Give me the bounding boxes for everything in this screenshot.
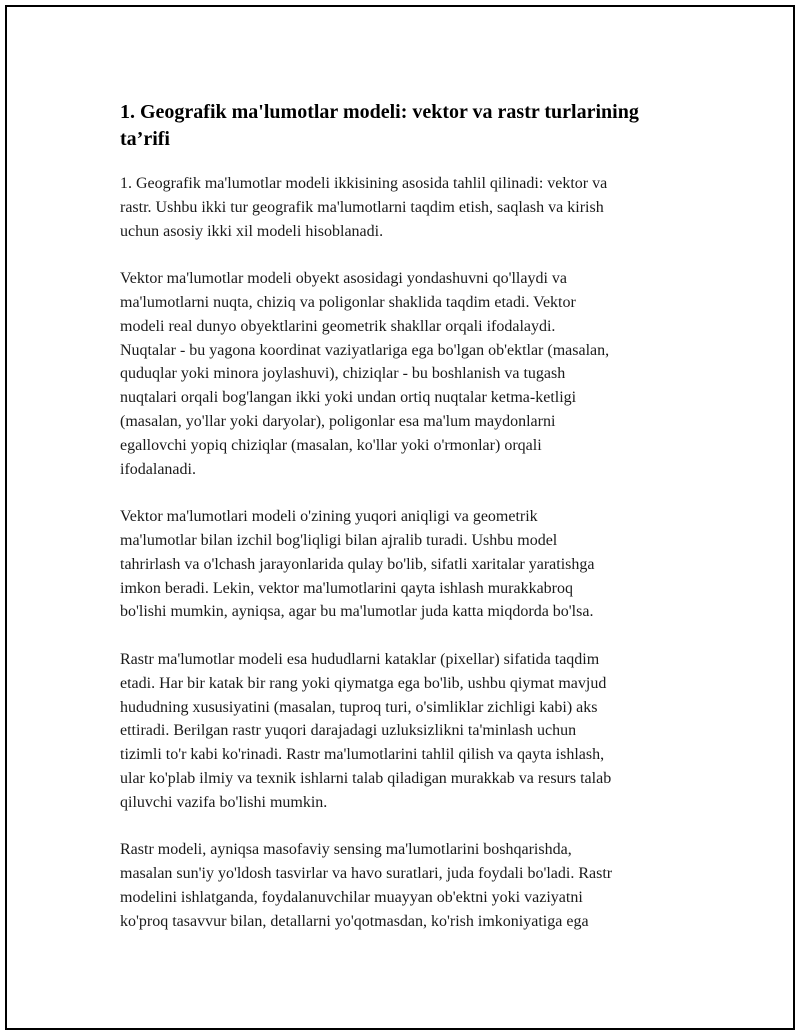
paragraph-raster-model: Rastr ma'lumotlar modeli esa hududlarni kataklar (pixellar) sifatida taqdim etadi. Har bir katak bir rang yoki qiymatga ega bo'lib, ushbu qiymat mavjud hududning xususiyatini (masalan, tuproq turi, o'simliklar zichligi kabi) aks ettiradi. Berilgan rastr yuqori darajadagi uzluksizlikni ta'minlash uchun tizimli to'r kabi ko'rinadi. Rastr ma'lumotlarini tahlil qilish va qayta ishlash, ular ko'plab ilmiy va texnik ishlarni talab qiladigan murakkab va resurs talab qiluvchi vazifa bo'lishi mumkin. [120, 650, 612, 811]
paragraph-raster-remote-sensing: Rastr modeli, ayniqsa masofaviy sensing ma'lumotlarini boshqarishda, masalan sun'iy yo'ldosh tasvirlar va havo suratlari, juda foydali bo'ladi. Rastr modelini ishlatganda, foydalanuvchilar muayyan ob'ektni yoki vaziyatni ko'proq tasavvur bilan, detallarni yo'qotmasdan, ko'rish imkoniyatiga ega [120, 841, 613, 930]
document-body [120, 99, 695, 957]
page-frame [5, 5, 795, 1030]
paragraph-intro: 1. Geografik ma'lumotlar modeli ikkisining asosida tahlil qilinadi: vektor va rastr. Ushbu ikki tur geografik ma'lumotlarni taqdim etish, saqlash va kirish uchun asosiy ikki xil modeli hisoblanadi. [120, 175, 608, 240]
paragraph-vector-model: Vektor ma'lumotlar modeli obyekt asosidagi yondashuvni qo'llaydi va ma'lumotlarni nuqta, chiziq va poligonlar shaklida taqdim etadi. Vektor modeli real dunyo obyektlarini geometrik shakllar orqali ifodalaydi. Nuqtalar - bu yagona koordinat vaziyatlariga ega bo'lgan ob'ektlar (masalan, quduqlar yoki minora joylashuvi), chiziqlar - bu boshlanish va tugash nuqtalari orqali bog'langan ikki yoki undan ortiq nuqtalar ketma-ketligi (masalan, yo'llar yoki daryolar), poligonlar esa ma'lum maydonlarni egallovchi yopiq chiziqlar (masalan, ko'llar yoki o'rmonlar) orqali ifodalanadi. [120, 270, 610, 478]
document-heading: 1. Geografik ma'lumotlar modeli: vektor va rastr turlarining ta’rifi [120, 101, 639, 150]
paragraph-vector-accuracy: Vektor ma'lumotlari modeli o'zining yuqori aniqligi va geometrik ma'lumotlar bilan izchil bog'liqligi bilan ajralib turadi. Ushbu model tahrirlash va o'lchash jarayonlarida qulay bo'lib, sifatli xaritalar yaratishga imkon beradi. Lekin, vektor ma'lumotlarini qayta ishlash murakkabroq bo'lishi mumkin, ayniqsa, agar bu ma'lumotlar juda katta miqdorda bo'lsa. [120, 508, 595, 621]
